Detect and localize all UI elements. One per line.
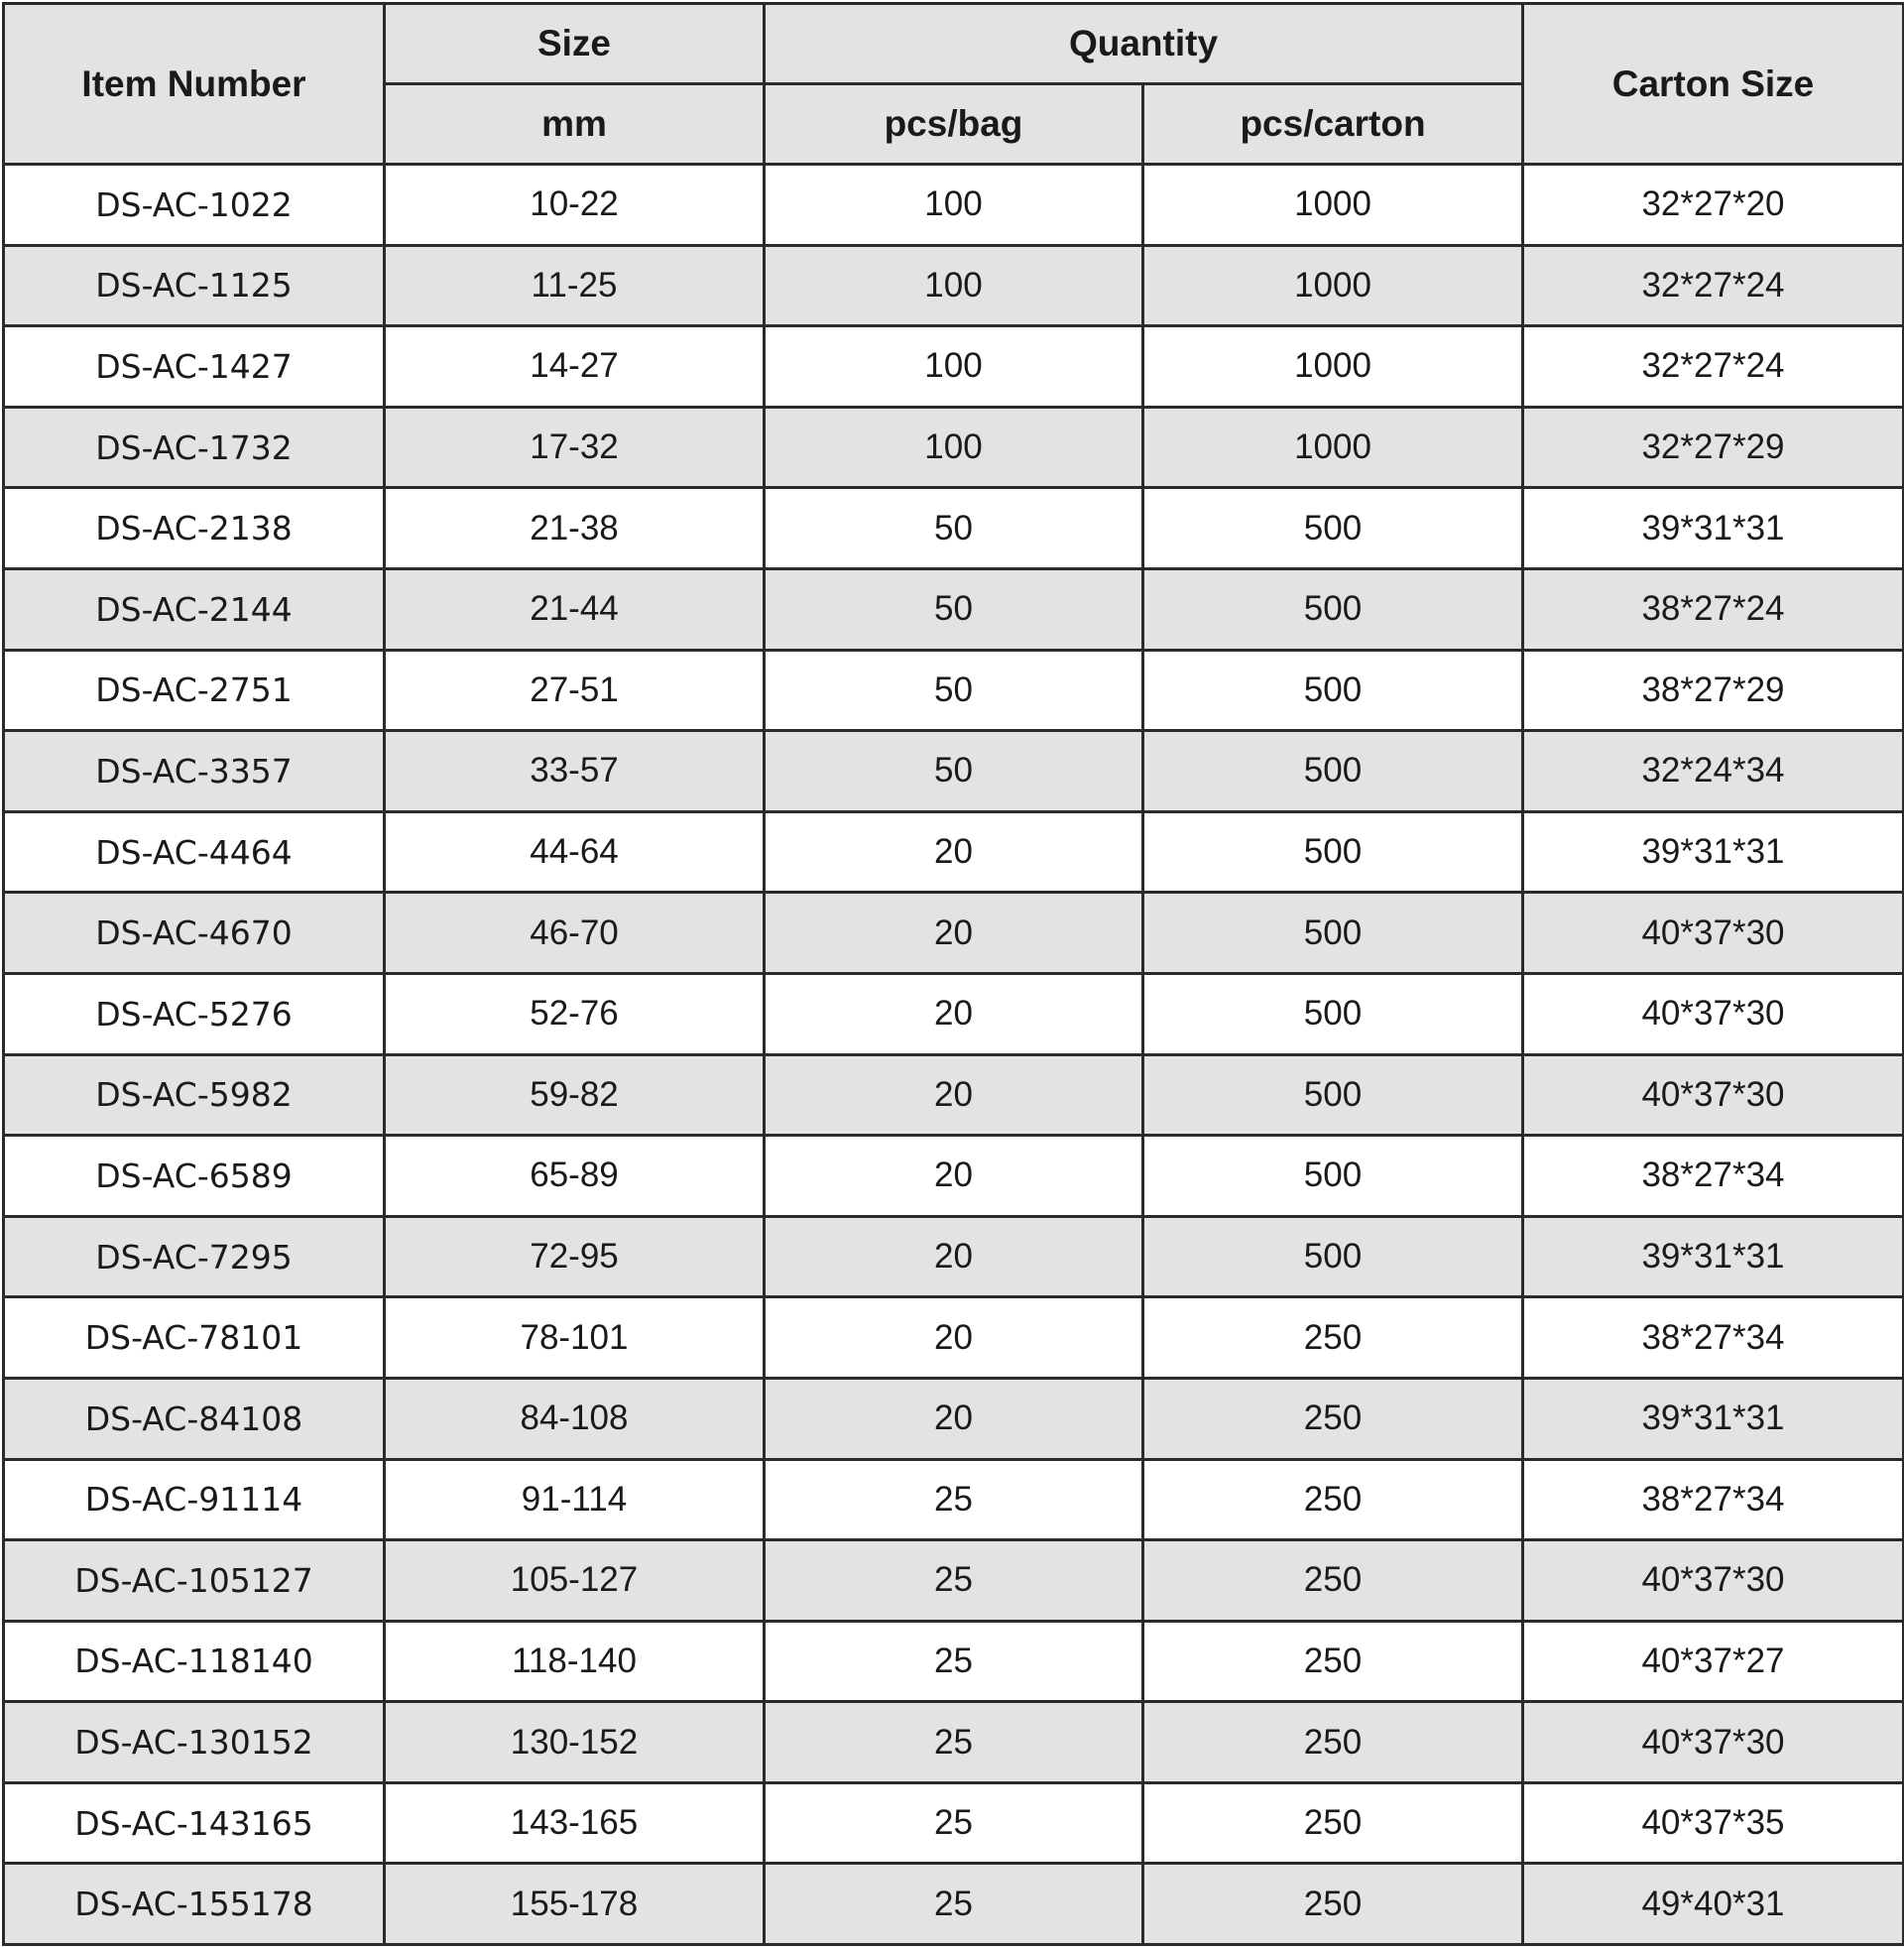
cell-carton-size: 40*37*30 [1523, 1702, 1904, 1783]
table-row [4, 1136, 1904, 1217]
cell-carton-size: 40*37*30 [1523, 1054, 1904, 1136]
cell-item-number: DS-AC-5982 [4, 1054, 385, 1136]
cell-carton-size: 40*37*30 [1523, 973, 1904, 1054]
cell-size: 46-70 [385, 893, 765, 974]
cell-item-number: DS-AC-4670 [4, 893, 385, 974]
cell-pcs-carton: 500 [1143, 1136, 1523, 1217]
cell-pcs-carton: 250 [1143, 1702, 1523, 1783]
cell-pcs-carton: 250 [1143, 1297, 1523, 1379]
table-row [4, 488, 1904, 569]
cell-pcs-bag: 100 [765, 245, 1143, 326]
table-row [4, 973, 1904, 1054]
header-quantity: Quantity [765, 4, 1523, 84]
cell-pcs-bag: 25 [765, 1702, 1143, 1783]
cell-size: 118-140 [385, 1621, 765, 1702]
cell-pcs-carton: 250 [1143, 1459, 1523, 1540]
cell-size: 27-51 [385, 650, 765, 731]
cell-size: 59-82 [385, 1054, 765, 1136]
cell-pcs-carton: 500 [1143, 811, 1523, 893]
cell-pcs-bag: 20 [765, 893, 1143, 974]
cell-carton-size: 32*24*34 [1523, 731, 1904, 812]
cell-carton-size: 32*27*29 [1523, 407, 1904, 488]
cell-size: 143-165 [385, 1782, 765, 1864]
cell-carton-size: 40*37*27 [1523, 1621, 1904, 1702]
cell-pcs-carton: 1000 [1143, 245, 1523, 326]
cell-pcs-bag: 50 [765, 568, 1143, 650]
cell-pcs-carton: 500 [1143, 1216, 1523, 1297]
cell-item-number: DS-AC-4464 [4, 811, 385, 893]
cell-carton-size: 39*31*31 [1523, 1378, 1904, 1459]
cell-size: 21-38 [385, 488, 765, 569]
cell-item-number: DS-AC-143165 [4, 1782, 385, 1864]
cell-item-number: DS-AC-5276 [4, 973, 385, 1054]
cell-pcs-carton: 500 [1143, 731, 1523, 812]
table-row [4, 650, 1904, 731]
cell-pcs-bag: 25 [765, 1621, 1143, 1702]
cell-item-number: DS-AC-1125 [4, 245, 385, 326]
cell-pcs-bag: 20 [765, 1136, 1143, 1217]
cell-item-number: DS-AC-118140 [4, 1621, 385, 1702]
cell-pcs-bag: 20 [765, 1378, 1143, 1459]
cell-pcs-carton: 250 [1143, 1621, 1523, 1702]
cell-size: 105-127 [385, 1540, 765, 1622]
cell-carton-size: 38*27*34 [1523, 1297, 1904, 1379]
cell-carton-size: 39*31*31 [1523, 488, 1904, 569]
cell-size: 11-25 [385, 245, 765, 326]
cell-pcs-carton: 250 [1143, 1782, 1523, 1864]
cell-pcs-bag: 25 [765, 1540, 1143, 1622]
cell-carton-size: 38*27*24 [1523, 568, 1904, 650]
table-row [4, 568, 1904, 650]
table-row [4, 1297, 1904, 1379]
cell-carton-size: 38*27*34 [1523, 1459, 1904, 1540]
cell-size: 52-76 [385, 973, 765, 1054]
cell-size: 78-101 [385, 1297, 765, 1379]
cell-item-number: DS-AC-130152 [4, 1702, 385, 1783]
header-carton-size: Carton Size [1523, 4, 1904, 165]
table-row [4, 1459, 1904, 1540]
cell-pcs-carton: 1000 [1143, 407, 1523, 488]
cell-pcs-bag: 20 [765, 1297, 1143, 1379]
cell-pcs-bag: 50 [765, 650, 1143, 731]
cell-item-number: DS-AC-6589 [4, 1136, 385, 1217]
cell-carton-size: 32*27*24 [1523, 245, 1904, 326]
table-body [4, 165, 1904, 1945]
cell-item-number: DS-AC-105127 [4, 1540, 385, 1622]
table-row [4, 1378, 1904, 1459]
cell-pcs-carton: 500 [1143, 893, 1523, 974]
cell-pcs-bag: 100 [765, 407, 1143, 488]
table-row [4, 731, 1904, 812]
cell-size: 10-22 [385, 165, 765, 246]
cell-pcs-bag: 20 [765, 1054, 1143, 1136]
cell-carton-size: 40*37*30 [1523, 1540, 1904, 1622]
cell-item-number: DS-AC-2751 [4, 650, 385, 731]
cell-item-number: DS-AC-1427 [4, 326, 385, 408]
cell-size: 17-32 [385, 407, 765, 488]
header-item-number: Item Number [4, 4, 385, 165]
cell-pcs-bag: 20 [765, 973, 1143, 1054]
cell-item-number: DS-AC-1022 [4, 165, 385, 246]
cell-pcs-bag: 25 [765, 1782, 1143, 1864]
table-row [4, 893, 1904, 974]
table-row [4, 1216, 1904, 1297]
cell-carton-size: 49*40*31 [1523, 1864, 1904, 1945]
header-row-1 [4, 4, 1904, 84]
cell-pcs-carton: 500 [1143, 973, 1523, 1054]
table-row [4, 811, 1904, 893]
cell-carton-size: 32*27*20 [1523, 165, 1904, 246]
cell-item-number: DS-AC-91114 [4, 1459, 385, 1540]
cell-pcs-carton: 250 [1143, 1864, 1523, 1945]
cell-pcs-carton: 500 [1143, 650, 1523, 731]
table-row [4, 245, 1904, 326]
cell-carton-size: 38*27*34 [1523, 1136, 1904, 1217]
cell-size: 65-89 [385, 1136, 765, 1217]
cell-pcs-bag: 25 [765, 1459, 1143, 1540]
cell-pcs-carton: 250 [1143, 1378, 1523, 1459]
cell-pcs-carton: 1000 [1143, 165, 1523, 246]
cell-size: 14-27 [385, 326, 765, 408]
cell-size: 21-44 [385, 568, 765, 650]
table-row [4, 1782, 1904, 1864]
cell-pcs-bag: 100 [765, 165, 1143, 246]
cell-item-number: DS-AC-3357 [4, 731, 385, 812]
cell-size: 84-108 [385, 1378, 765, 1459]
header-pcs-bag: pcs/bag [765, 84, 1143, 165]
cell-size: 72-95 [385, 1216, 765, 1297]
cell-pcs-bag: 20 [765, 1216, 1143, 1297]
cell-pcs-carton: 1000 [1143, 326, 1523, 408]
cell-size: 130-152 [385, 1702, 765, 1783]
cell-pcs-bag: 100 [765, 326, 1143, 408]
cell-item-number: DS-AC-155178 [4, 1864, 385, 1945]
cell-carton-size: 32*27*24 [1523, 326, 1904, 408]
table-row [4, 407, 1904, 488]
cell-size: 33-57 [385, 731, 765, 812]
cell-pcs-carton: 500 [1143, 568, 1523, 650]
table-row [4, 1540, 1904, 1622]
cell-pcs-carton: 500 [1143, 488, 1523, 569]
cell-pcs-carton: 500 [1143, 1054, 1523, 1136]
cell-carton-size: 39*31*31 [1523, 811, 1904, 893]
table-row [4, 1054, 1904, 1136]
cell-item-number: DS-AC-2138 [4, 488, 385, 569]
table-row [4, 326, 1904, 408]
table-row [4, 165, 1904, 246]
cell-carton-size: 38*27*29 [1523, 650, 1904, 731]
cell-size: 91-114 [385, 1459, 765, 1540]
cell-item-number: DS-AC-84108 [4, 1378, 385, 1459]
table-row [4, 1621, 1904, 1702]
table-row [4, 1702, 1904, 1783]
cell-item-number: DS-AC-1732 [4, 407, 385, 488]
cell-item-number: DS-AC-78101 [4, 1297, 385, 1379]
cell-item-number: DS-AC-7295 [4, 1216, 385, 1297]
table-header [4, 4, 1904, 165]
cell-carton-size: 40*37*35 [1523, 1782, 1904, 1864]
cell-pcs-bag: 20 [765, 811, 1143, 893]
cell-carton-size: 39*31*31 [1523, 1216, 1904, 1297]
cell-size: 155-178 [385, 1864, 765, 1945]
cell-size: 44-64 [385, 811, 765, 893]
header-size-unit: mm [385, 84, 765, 165]
header-pcs-carton: pcs/carton [1143, 84, 1523, 165]
cell-pcs-bag: 25 [765, 1864, 1143, 1945]
header-size: Size [385, 4, 765, 84]
cell-pcs-carton: 250 [1143, 1540, 1523, 1622]
table-row [4, 1864, 1904, 1945]
cell-pcs-bag: 50 [765, 488, 1143, 569]
cell-item-number: DS-AC-2144 [4, 568, 385, 650]
cell-carton-size: 40*37*30 [1523, 893, 1904, 974]
specification-table [2, 2, 1904, 1946]
cell-pcs-bag: 50 [765, 731, 1143, 812]
